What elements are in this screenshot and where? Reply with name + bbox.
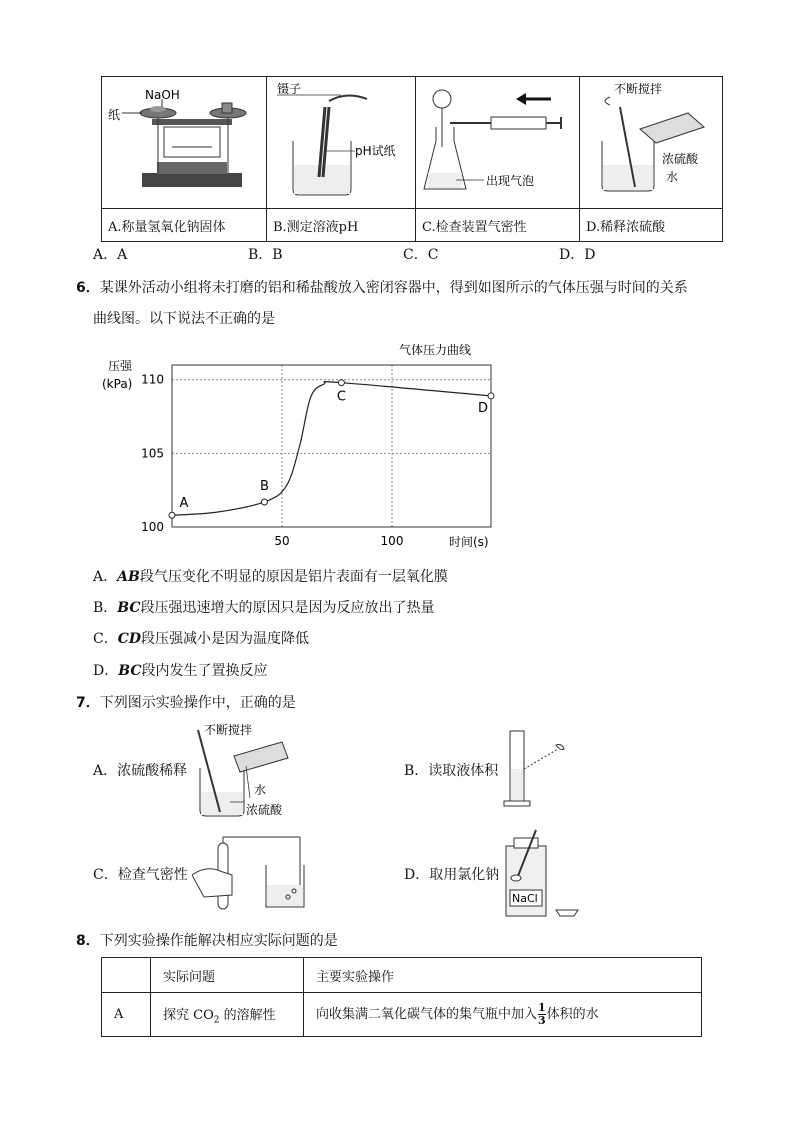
y-tick-label: 100: [141, 520, 164, 534]
q7-number: 7．: [76, 695, 100, 711]
q8-row-a-operation: [304, 993, 702, 1037]
y-axis-label-2: (kPa): [102, 377, 133, 391]
q6-option-a-text: 段气压变化不明显的原因是铝片表面有一层氧化膜: [139, 569, 448, 585]
x-tick-label: 100: [380, 534, 404, 548]
x-axis-label: 时间(s): [449, 535, 489, 549]
q6-stem-line2: 曲线图。以下说法不正确的是: [93, 311, 275, 327]
q8-problem-sub: 2: [213, 1015, 220, 1026]
hand-icon: [192, 869, 232, 897]
point-a: [169, 512, 175, 518]
conc-acid-label: 浓硫酸: [662, 152, 699, 166]
q6-stem-text1: 某课外活动小组将未打磨的铝和稀盐酸放入密闭容器中，得到如图所示的气体压强与时间的关系: [99, 280, 688, 296]
q6-number: 6．: [76, 280, 100, 296]
q7-water-label: 水: [254, 783, 267, 797]
water-label: 水: [666, 170, 679, 184]
q6-option-c-seg: CD: [117, 631, 142, 647]
y-axis-label-1: 压强: [108, 359, 133, 373]
q7-acid-label: 浓硫酸: [246, 803, 283, 817]
chart-grid: [172, 365, 491, 527]
point-b: [261, 499, 267, 505]
q8-op-post: 体积的水: [546, 1007, 599, 1022]
q7-option-d-text[interactable]: D．取用氯化钠: [404, 867, 500, 883]
q8-op-pre: 向收集满二氧化碳气体的集气瓶中加入: [316, 1007, 538, 1022]
q8-problem-pre: 探究 CO: [163, 1007, 214, 1023]
paper-label: 纸: [108, 108, 121, 122]
q8-number: 8．: [76, 933, 100, 949]
pressure-chart: [96, 335, 516, 555]
q7-b-figure: [500, 725, 580, 810]
q6-stem-line1: [76, 278, 726, 298]
q6-option-d-text: 段内发生了置换反应: [141, 663, 268, 679]
series-line: [172, 382, 491, 516]
q7-d-figure: [500, 826, 590, 921]
point-d: [488, 393, 494, 399]
q5-option-table: [101, 76, 723, 242]
q6-option-c-letter: C．: [93, 631, 118, 647]
q6-option-a[interactable]: [93, 567, 448, 587]
q6-option-a-seg: AB: [117, 569, 140, 585]
q7-a-figure: [190, 722, 320, 822]
y-tick-label: 110: [141, 372, 164, 387]
q5-cell-a-figure: [102, 77, 267, 209]
tweezers-label: 镊子: [277, 82, 302, 96]
point-label-b: B: [259, 478, 269, 494]
q8-row-a-problem: [151, 993, 304, 1037]
q6-option-c[interactable]: [93, 629, 309, 649]
stir-label: 不断搅拌: [614, 82, 663, 96]
q8-problem-post: 的溶解性: [219, 1007, 276, 1023]
q8-header-problem: 实际问题: [151, 958, 304, 993]
balance-figure: [102, 77, 266, 204]
q8-frac-den: 3: [538, 1014, 546, 1027]
q7-stem-text: 下列图示实验操作中，正确的是: [99, 695, 296, 711]
q7-stem: [76, 693, 296, 713]
q5-caption-a: A.称量氢氧化钠固体: [102, 209, 267, 242]
q7-c-figure: [192, 835, 312, 915]
q5-option-c[interactable]: C．C: [403, 247, 439, 263]
q6-option-b[interactable]: [93, 598, 435, 618]
q7-option-c-text[interactable]: C．检查气密性: [93, 867, 188, 883]
q7-option-b-text[interactable]: B．读取液体积: [404, 763, 499, 779]
q8-fraction: [538, 1002, 546, 1027]
q5-caption-c: C.检查装置气密性: [416, 209, 580, 242]
dilute-acid-figure: [580, 77, 722, 204]
airtight-check-figure: [416, 77, 579, 204]
q6-option-a-letter: A．: [93, 569, 118, 585]
chart-ticks: [141, 373, 403, 548]
q8-frac-num: 1: [538, 1001, 546, 1014]
plot-frame: [172, 365, 491, 527]
q5-option-a[interactable]: A．A: [93, 247, 128, 263]
q6-option-d-seg: BC: [118, 663, 142, 679]
table-row: [102, 993, 702, 1037]
point-label-c: C: [336, 389, 346, 405]
y-tick-label: 105: [141, 446, 164, 461]
q6-option-d-letter: D．: [93, 663, 119, 679]
ph-paper-label: pH试纸: [355, 144, 396, 158]
chart-title: 气体压力曲线: [399, 343, 472, 357]
q6-option-b-letter: B．: [93, 600, 118, 616]
q5-option-b[interactable]: B．B: [248, 247, 283, 263]
q6-option-c-text: 段压强减小是因为温度降低: [141, 631, 310, 647]
q8-row-a-letter: A: [102, 993, 151, 1037]
q8-header-operation: 主要实验操作: [304, 958, 702, 993]
q8-header-blank: [102, 958, 151, 993]
q6-option-b-text: 段压强迅速增大的原因只是因为反应放出了热量: [140, 600, 435, 616]
point-c: [338, 380, 344, 386]
q7-option-a-text[interactable]: A．浓硫酸稀释: [93, 763, 188, 779]
q5-cell-c-figure: [416, 77, 580, 209]
q6-option-b-seg: BC: [117, 600, 141, 616]
x-tick-label: 50: [274, 534, 290, 548]
q5-caption-b: B.测定溶液pH: [267, 209, 416, 242]
q8-stem: [76, 931, 338, 951]
q6-option-d[interactable]: [93, 661, 267, 681]
point-label-d: D: [477, 400, 489, 416]
q8-table: [101, 957, 702, 1037]
chart-points: [169, 380, 494, 519]
q5-caption-d: D.稀释浓硫酸: [580, 209, 723, 242]
nacl-label: NaCl: [512, 892, 538, 905]
ph-test-figure: [267, 77, 415, 204]
q7-stir-label: 不断搅拌: [204, 723, 253, 737]
q5-option-d[interactable]: D．D: [559, 247, 596, 263]
q8-stem-text: 下列实验操作能解决相应实际问题的是: [99, 933, 338, 949]
eye-icon: [556, 745, 564, 750]
bubbles-label: 出现气泡: [486, 174, 535, 188]
q5-cell-b-figure: [267, 77, 416, 209]
naoh-label: NaOH: [145, 88, 180, 102]
point-label-a: A: [179, 496, 189, 512]
q5-cell-d-figure: [580, 77, 723, 209]
